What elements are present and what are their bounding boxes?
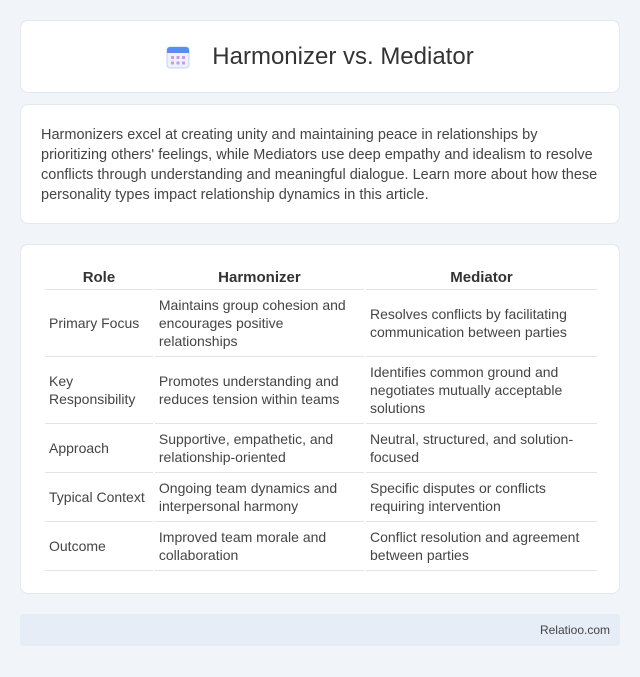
footer: [20, 614, 620, 646]
calendar-icon: [166, 45, 190, 69]
table-row: [45, 290, 597, 357]
table-row: [45, 357, 597, 424]
comparison-table: [43, 265, 599, 571]
row-mediator: Specific disputes or conflicts requiring intervention: [366, 473, 597, 522]
comparison-table-card: [20, 244, 620, 594]
title-card: [20, 20, 620, 93]
row-role: Outcome: [45, 522, 153, 571]
table-header-row: [45, 265, 597, 290]
row-role: Key Responsibility: [45, 357, 153, 424]
table-row: [45, 424, 597, 473]
row-role: Primary Focus: [45, 290, 153, 357]
row-harmonizer: Maintains group cohesion and encourages positive relationships: [155, 290, 364, 357]
header-role: Role: [45, 265, 153, 290]
row-role: Typical Context: [45, 473, 153, 522]
row-mediator: Identifies common ground and negotiates mutually acceptable solutions: [366, 357, 597, 424]
row-mediator: Resolves conflicts by facilitating communication between parties: [366, 290, 597, 357]
row-harmonizer: Improved team morale and collaboration: [155, 522, 364, 571]
intro-card: [20, 104, 620, 224]
intro-text: Harmonizers excel at creating unity and maintaining peace in relationships by prioritizing others' feelings, while Mediators use deep empathy and idealism to resolve conflicts through understanding and meaningful dialogue. Learn more about how these personality types impact relationship dynamics in this article.: [41, 127, 598, 203]
row-harmonizer: Ongoing team dynamics and interpersonal harmony: [155, 473, 364, 522]
row-mediator: Conflict resolution and agreement between parties: [366, 522, 597, 571]
table-row: [45, 522, 597, 571]
header-mediator: Mediator: [366, 265, 597, 290]
row-harmonizer: Promotes understanding and reduces tension within teams: [155, 357, 364, 424]
page-title: Harmonizer vs. Mediator: [212, 42, 474, 70]
header-harmonizer: Harmonizer: [155, 265, 364, 290]
table-row: [45, 473, 597, 522]
footer-brand[interactable]: Relatioo.com: [539, 623, 610, 637]
row-role: Approach: [45, 424, 153, 473]
row-harmonizer: Supportive, empathetic, and relationship-oriented: [155, 424, 364, 473]
row-mediator: Neutral, structured, and solution-focused: [366, 424, 597, 473]
